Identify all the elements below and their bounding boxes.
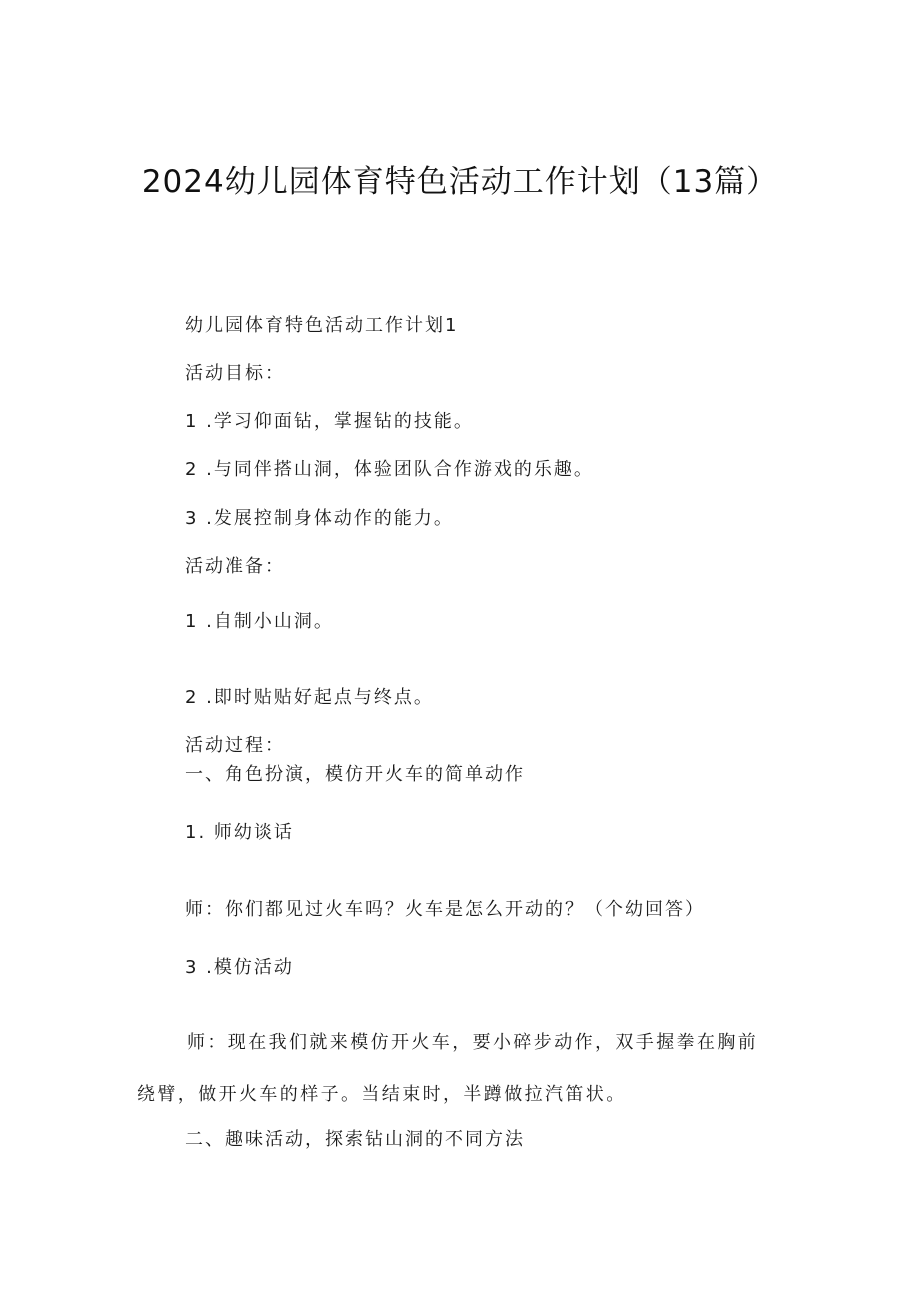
teacher-instruction-paragraph: 师：现在我们就来模仿开火车，要小碎步动作，双手握拳在胸前绕臂，做开火车的样子。当结束时，半蹲做拉汽笛状。 [137, 1032, 759, 1105]
process-substep-1: 1. 师幼谈话 [185, 822, 294, 843]
goal-item-1: 1 .学习仰面钻，掌握钻的技能。 [185, 411, 474, 432]
process-substep-3: 3 .模仿活动 [185, 957, 294, 978]
preparation-item-2: 2 .即时贴贴好起点与终点。 [185, 687, 434, 708]
section-heading: 幼儿园体育特色活动工作计划1 [185, 315, 459, 336]
activity-preparation-label: 活动准备： [185, 556, 285, 577]
process-step-1-heading: 一、角色扮演，模仿开火车的简单动作 [185, 764, 525, 785]
activity-goals-label: 活动目标： [185, 363, 285, 384]
activity-process-label: 活动过程： [185, 735, 285, 756]
teacher-dialogue: 师：你们都见过火车吗？火车是怎么开动的？（个幼回答） [185, 899, 705, 920]
process-step-2-heading: 二、趣味活动，探索钻山洞的不同方法 [185, 1129, 525, 1150]
preparation-item-1: 1 .自制小山洞。 [185, 611, 334, 632]
document-title: 2024幼儿园体育特色活动工作计划（13篇） [141, 164, 779, 200]
goal-item-2: 2 .与同伴搭山洞，体验团队合作游戏的乐趣。 [185, 459, 594, 480]
goal-item-3: 3 .发展控制身体动作的能力。 [185, 508, 454, 529]
